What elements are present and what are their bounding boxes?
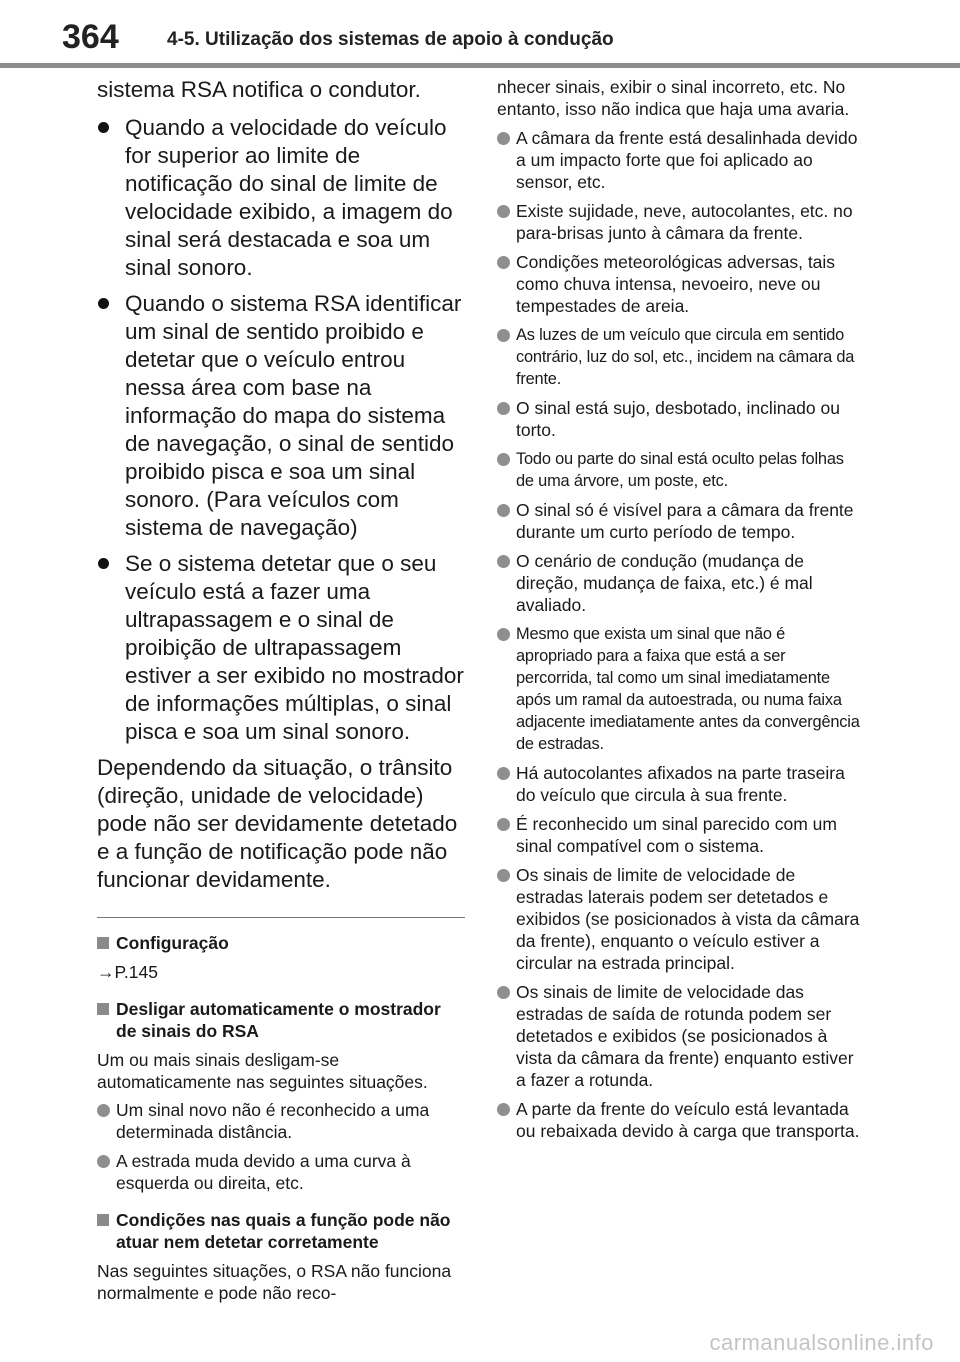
page-number: 364 <box>62 18 119 56</box>
circle-bullet-icon <box>497 986 510 999</box>
list-item: A câmara da frente está desalinhada devido a um impacto forte que foi aplicado ao sensor, etc. <box>497 127 865 193</box>
square-bullet-icon <box>97 1003 109 1015</box>
circle-bullet-icon <box>97 1155 110 1168</box>
section-text: Um ou mais sinais desligam-se automaticamente nas seguintes situações. <box>97 1050 428 1092</box>
list-item: Existe sujidade, neve, autocolantes, etc. no para-brisas junto à câmara da frente. <box>497 200 865 244</box>
circle-bullet-icon <box>497 555 510 568</box>
section-heading: Desligar automaticamente o mostrador de sinais do RSA <box>97 998 465 1042</box>
circle-bullet-icon <box>497 869 510 882</box>
section-heading: Configuração <box>97 932 465 954</box>
header-rule <box>0 63 960 68</box>
list-item: O sinal está sujo, desbotado, inclinado ou torto. <box>497 397 865 441</box>
page-header <box>0 0 960 70</box>
circle-bullet-icon <box>497 504 510 517</box>
list-item: Mesmo que exista um sinal que não é apropriado para a faixa que está a ser percorrida, tal como um sinal imediatamente após um ramal da autoestrada, ou numa faixa adjacente imediatamente antes da convergência de estradas. <box>497 623 865 755</box>
section-text: Nas seguintes situações, o RSA não funciona normalmente e pode não reco- <box>97 1261 452 1303</box>
bullet-icon <box>98 298 109 309</box>
circle-bullet-icon <box>497 402 510 415</box>
list-item <box>97 290 465 542</box>
list-item: A estrada muda devido a uma curva à esquerda ou direita, etc. <box>97 1150 465 1194</box>
circle-bullet-icon <box>497 628 510 641</box>
circle-bullet-icon <box>497 329 510 342</box>
circle-bullet-icon <box>497 205 510 218</box>
circle-bullet-icon <box>497 1103 510 1116</box>
continuation-text: nhecer sinais, exibir o sinal incorreto, etc. No entanto, isso não indica que haja uma avaria. <box>497 77 850 119</box>
list-item: Condições meteorológicas adversas, tais como chuva intensa, nevoeiro, neve ou tempestades de areia. <box>497 251 865 317</box>
list-item: O cenário de condução (mudança de direção, mudança de faixa, etc.) é mal avaliado. <box>497 550 865 616</box>
list-item: As luzes de um veículo que circula em sentido contrário, luz do sol, etc., incidem na câmara da frente. <box>497 324 865 390</box>
list-item: A parte da frente do veículo está levantada ou rebaixada devido à carga que transporta. <box>497 1098 865 1142</box>
circle-bullet-icon <box>497 767 510 780</box>
list-item <box>97 114 465 282</box>
bullet-icon <box>98 558 109 569</box>
list-item: Os sinais de limite de velocidade das estradas de saída de rotunda podem ser detetados e exibidos (se posicionados à vista da câmara da frente) enquanto estiver a fazer a rotunda. <box>497 981 865 1091</box>
circle-bullet-icon <box>497 256 510 269</box>
bullet-text: Se o sistema detetar que o seu veículo está a fazer uma ultrapassagem e o sinal de proibição de ultrapassagem estiver a ser exibido no mostrador de informações múltiplas, o sinal pisca e soa um sinal sonoro. <box>125 551 464 744</box>
square-bullet-icon <box>97 937 109 949</box>
intro-text: sistema RSA notifica o condutor. <box>97 77 421 102</box>
list-item: O sinal só é visível para a câmara da frente durante um curto período de tempo. <box>497 499 865 543</box>
section-divider <box>97 917 465 918</box>
bullet-icon <box>98 122 109 133</box>
bullet-text: Quando o sistema RSA identificar um sinal de sentido proibido e detetar que o veículo entrou nessa área com base na informação do mapa do sistema de navegação, o sinal de sentido proibido pisca e soa um sinal sonoro. (Para veículos com sistema de navegação) <box>125 291 462 540</box>
left-column <box>97 76 465 1310</box>
bullet-text: Quando a velocidade do veículo for superior ao limite de notificação do sinal de limite de velocidade exibido, a imagem do sinal será destacada e soa um sinal sonoro. <box>125 115 453 280</box>
list-item: Todo ou parte do sinal está oculto pelas folhas de uma árvore, um poste, etc. <box>497 448 865 492</box>
square-bullet-icon <box>97 1214 109 1226</box>
section-heading: Condições nas quais a função pode não atuar nem detetar corretamente <box>97 1209 465 1253</box>
chapter-title: 4-5. Utilização dos sistemas de apoio à condução <box>167 29 614 50</box>
list-item: Um sinal novo não é reconhecido a uma determinada distância. <box>97 1099 465 1143</box>
page-reference-link[interactable]: →P.145 <box>97 962 158 982</box>
circle-bullet-icon <box>497 818 510 831</box>
list-item <box>97 550 465 746</box>
list-item: Os sinais de limite de velocidade de estradas laterais podem ser detetados e exibidos (se posicionados à vista da câmara da frente), enquanto o veículo estiver a circular na estrada principal. <box>497 864 865 974</box>
list-item: Há autocolantes afixados na parte traseira do veículo que circula à sua frente. <box>497 762 865 806</box>
circle-bullet-icon <box>97 1104 110 1117</box>
list-item: É reconhecido um sinal parecido com um sinal compatível com o sistema. <box>497 813 865 857</box>
right-column <box>497 76 865 1149</box>
closing-paragraph: Dependendo da situação, o trânsito (direção, unidade de velocidade) pode não ser devidamente detetado e a função de notificação pode não funcionar devidamente. <box>97 755 458 892</box>
circle-bullet-icon <box>497 453 510 466</box>
circle-bullet-icon <box>497 132 510 145</box>
watermark-text: carmanualsonline.info <box>709 1330 934 1355</box>
